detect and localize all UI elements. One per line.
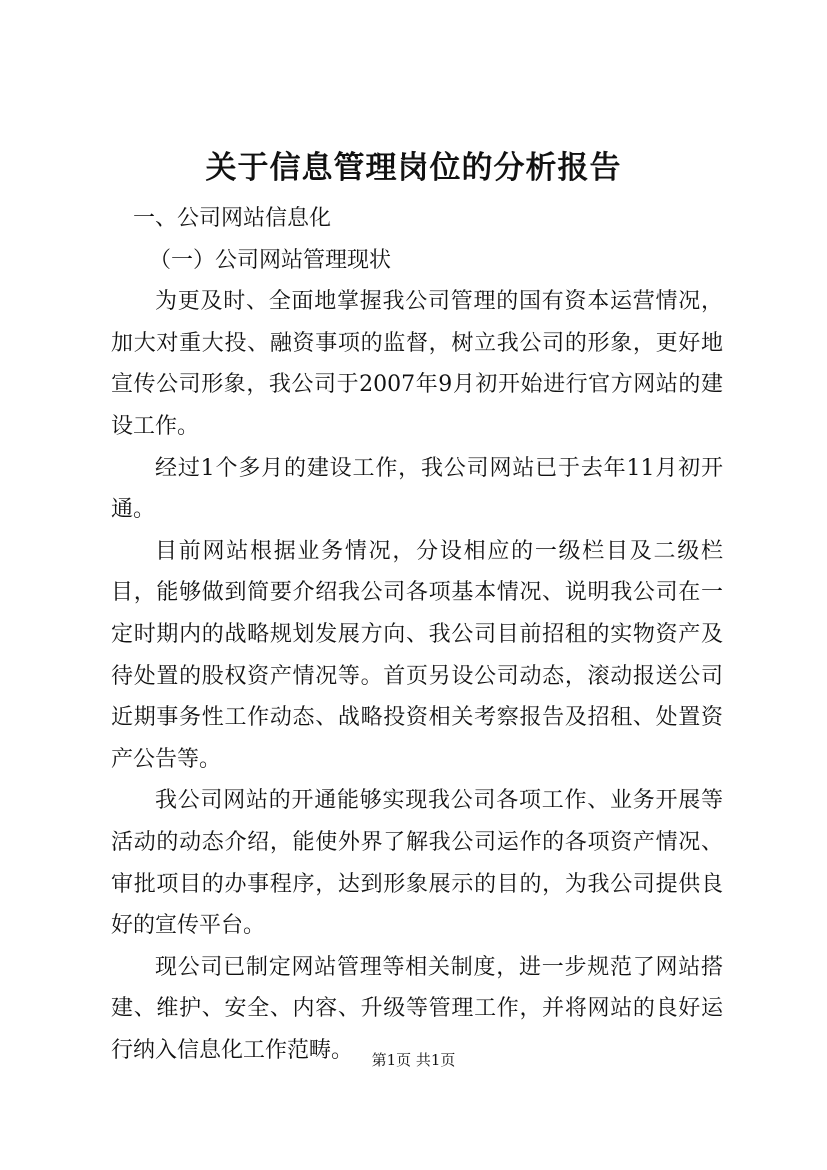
paragraph: 为更及时、全面地掌握我公司管理的国有资本运营情况，加大对重大投、融资事项的监督，树立我公司的形象，更好地宣传公司形象，我公司于2007年9月初开始进行官方网站的建设工作。 bbox=[111, 289, 723, 439]
document-body bbox=[111, 198, 723, 1071]
paragraph: 我公司网站的开通能够实现我公司各项工作、业务开展等活动的动态介绍，能使外界了解我公司运作的各项资产情况、审批项目的办事程序，达到形象展示的目的，为我公司提供良好的宣传平台。 bbox=[111, 788, 723, 939]
page-footer: 第1页 共1页 bbox=[371, 1051, 456, 1069]
paragraph: 目前网站根据业务情况，分设相应的一级栏目及二级栏目，能够做到简要介绍我公司各项基本情况、说明我公司在一定时期内的战略规划发展方向、我公司目前招租的实物资产及待处置的股权资产情况等。首页另设公司动态，滚动报送公司近期事务性工作动态、战略投资相关考察报告及招租、处置资产公告等。 bbox=[111, 538, 723, 772]
paragraph: 经过1个多月的建设工作，我公司网站已于去年11月初开通。 bbox=[111, 455, 723, 523]
paragraph: 现公司已制定网站管理等相关制度，进一步规范了网站搭建、维护、安全、内容、升级等管理工作，并将网站的良好运行纳入信息化工作范畴。 bbox=[111, 954, 723, 1063]
subsection-heading: （一）公司网站管理现状 bbox=[149, 247, 392, 273]
section-heading: 一、公司网站信息化 bbox=[133, 206, 332, 231]
document-title: 关于信息管理岗位的分析报告 bbox=[205, 150, 622, 186]
